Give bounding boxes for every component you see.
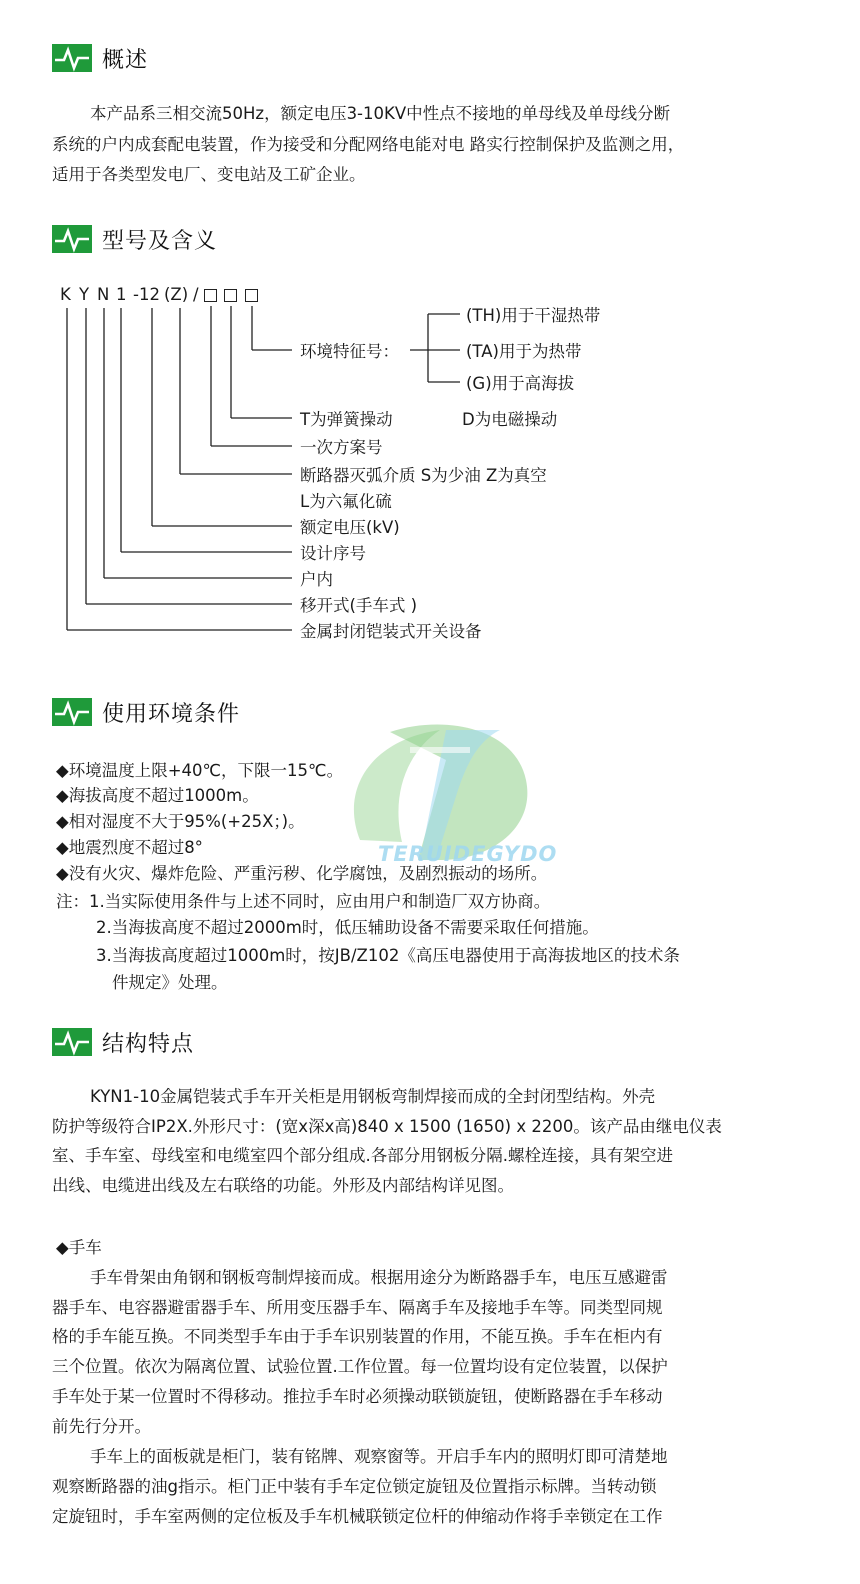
model-char-y: Y: [79, 285, 90, 304]
breaker-medium: 断路器灭弧介质 S为少油 Z为真空: [300, 466, 547, 485]
lightning-pulse-icon: [52, 1028, 92, 1056]
overview-line-2: 系统的户内成套配电装置，作为接受和分配网络电能对电 路实行控制保护及监测之用，: [52, 135, 685, 154]
env-option-ta: (TA)用于为热带: [466, 342, 582, 361]
operation-spring: T为弹簧操动: [300, 410, 393, 429]
handcart-line: 手车骨架由角钢和钢板弯制焊接而成。根据用途分为断路器手车，电压互感避雷: [90, 1268, 668, 1287]
section-header-structure: [52, 1024, 194, 1060]
handcart-subtitle: ◆手车: [56, 1238, 102, 1257]
section-header-environment: [52, 694, 240, 730]
structure-line: 室、手车室、母线室和电缆室四个部分组成.各部分用钢板分隔.螺栓连接，具有架空进: [52, 1146, 673, 1165]
env-item: ◆地震烈度不超过8°: [56, 838, 203, 857]
overview-line-3: 适用于各类型发电厂、变电站及工矿企业。: [52, 165, 366, 184]
handcart-line: 三个位置。依次为隔离位置、试验位置.工作位置。每一位置均设有定位装置，以保护: [52, 1357, 668, 1376]
metal-enclosed: 金属封闭铠装式开关设备: [300, 622, 482, 641]
indoor: 户内: [300, 570, 333, 589]
watermark-text: TERUIDEGYDO: [378, 842, 558, 866]
operation-electromagnetic: D为电磁操动: [462, 410, 558, 429]
section-title: 使用环境条件: [102, 701, 241, 727]
lightning-pulse-icon: [52, 44, 92, 72]
structure-line: 出线、电缆进出线及左右联络的功能。外形及内部结构详见图。: [52, 1176, 514, 1195]
handcart-line: 手车处于某一位置时不得移动。推拉手车时必须操动联锁旋钮，使断路器在手车移动: [52, 1387, 663, 1406]
section-title: 型号及含义: [102, 228, 218, 254]
section-title: 概述: [102, 47, 149, 73]
rated-voltage: 额定电压(kV): [300, 518, 400, 537]
handcart-line: 器手车、电容器避雷器手车、所用变压器手车、隔离手车及接地手车等。同类型同规: [52, 1298, 663, 1317]
lightning-pulse-icon: [52, 698, 92, 726]
env-option-th: (TH)用于干湿热带: [466, 306, 601, 325]
removable-type: 移开式(手车式 ): [300, 596, 418, 615]
model-char-12: -12: [133, 285, 160, 304]
handcart-line: 格的手车能互换。不同类型手车由于手车识别装置的作用，不能互换。手车在柜内有: [52, 1327, 663, 1346]
model-char-slash: /: [193, 285, 199, 304]
model-char-1: 1: [116, 285, 127, 304]
env-item: ◆相对湿度不大于95%(+25X；)。: [56, 812, 305, 831]
env-item: ◆海拔高度不超过1000m。: [56, 786, 259, 805]
model-char-n: N: [97, 285, 110, 304]
lightning-pulse-icon: [52, 225, 92, 253]
env-note: 3.当海拔高度超过1000m时，按JB/Z102《高压电器使用于高海拔地区的技术条: [96, 946, 680, 965]
env-note: 注：1.当实际使用条件与上述不同时，应由用户和制造厂双方协商。: [56, 892, 551, 911]
env-note: 2.当海拔高度不超过2000m时，低压辅助设备不需要采取任何措施。: [96, 918, 599, 937]
design-serial: 设计序号: [300, 544, 366, 563]
overview-line-1: 本产品系三相交流50Hz，额定电压3-10KV中性点不接地的单母线及单母线分断: [90, 104, 671, 123]
model-placeholder-box: [204, 289, 217, 302]
panel-line: 定旋钮时，手车室两侧的定位板及手车机械联锁定位杆的伸缩动作将手幸锁定在工作: [52, 1507, 663, 1526]
model-placeholder-box: [245, 289, 258, 302]
env-feature-label: 环境特征号：: [300, 342, 399, 361]
primary-scheme: 一次方案号: [300, 438, 383, 457]
model-char-k: K: [60, 285, 71, 304]
structure-line: KYN1-10金属铠装式手车开关柜是用钢板弯制焊接而成的全封闭型结构。外壳: [90, 1087, 656, 1106]
env-note: 件规定》处理。: [112, 973, 228, 992]
breaker-medium-sf6: L为六氟化硫: [300, 492, 392, 511]
env-option-g: (G)用于高海拔: [466, 374, 575, 393]
section-header-overview: [52, 40, 148, 76]
structure-line: 防护等级符合IP2X.外形尺寸：(宽x深x高)840 x 1500 (1650) x 2200。该产品由继电仪表: [52, 1117, 722, 1136]
panel-line: 观察断路器的油g指示。柜门正中装有手车定位锁定旋钮及位置指示标牌。当转动锁: [52, 1477, 657, 1496]
section-header-model: [52, 221, 217, 257]
panel-line: 手车上的面板就是柜门，装有铭牌、观察窗等。开启手车内的照明灯即可清楚地: [90, 1447, 668, 1466]
env-item: ◆没有火灾、爆炸危险、严重污秽、化学腐蚀，及剧烈振动的场所。: [56, 864, 548, 883]
section-title: 结构特点: [102, 1031, 195, 1057]
env-item: ◆环境温度上限+40℃，下限一15℃。: [56, 761, 344, 780]
model-char-z: (Z): [164, 285, 189, 304]
model-placeholder-box: [224, 289, 237, 302]
handcart-line: 前先行分开。: [52, 1417, 151, 1436]
